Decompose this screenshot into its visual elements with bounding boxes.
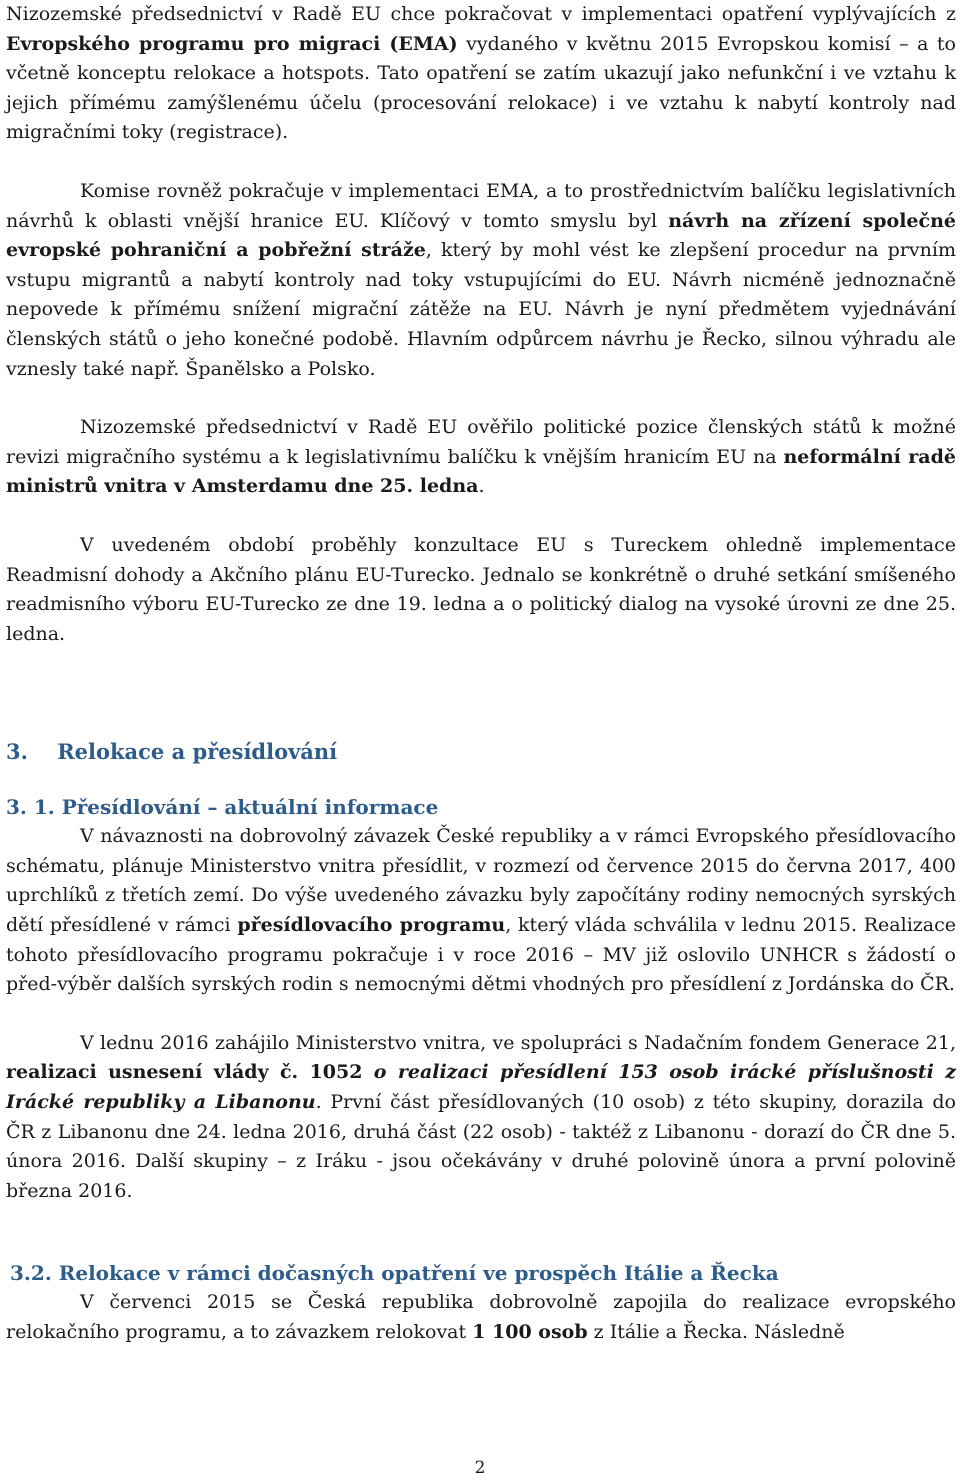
text: V lednu 2016 zahájilo Ministerstvo vnitra, ve spolupráci s Nadačním fondem Generace 21, — [80, 1031, 956, 1054]
text: . — [478, 475, 485, 498]
paragraph-ema — [6, 0, 956, 148]
section-heading-3-1 — [6, 792, 956, 822]
text: Nizozemské předsednictví v Radě EU chce pokračovat v implementaci opatření vyplývajících z — [6, 3, 956, 25]
heading-number: 3. — [6, 739, 28, 765]
heading-number: 3. 1. — [6, 795, 55, 820]
heading-title: Přesídlování – aktuální informace — [61, 795, 439, 820]
text: , který vláda schválila v lednu 2015. Realizace tohoto přesídlovacího programu pokračuje i v roce 2016 – MV již oslovilo UNHCR s žádostí o před-výběr dalších syrských rodin s nemocnými dětmi vhodných pro přesídlení z Jordánska do ČR. — [6, 914, 957, 996]
paragraph-leden-2016 — [6, 1029, 956, 1207]
text: V červenci 2015 se Česká republika dobrovolně zapojila do realizace evropského relokačního programu, a to závazkem relokovat — [6, 1291, 956, 1343]
paragraph-turecko — [6, 531, 956, 649]
page-number: 2 — [474, 1458, 486, 1478]
bold-text: přesídlovacího programu — [237, 914, 506, 937]
section-heading-3 — [6, 737, 956, 767]
heading-number: 3.2. — [10, 1261, 52, 1286]
bold-text: neformální radě ministrů vnitra v Amsterdamu dne 25. ledna — [6, 445, 956, 498]
text: Komise rovněž pokračuje v implementaci EMA, a to prostřednictvím balíčku legislativních návrhů k oblasti vnější hranice EU. Klíčový v tomto smyslu byl — [6, 179, 956, 232]
text: V uvedeném období proběhly konzultace EU s Tureckem ohledně implementace Readmisní dohody a Akčního plánu EU-Turecko. Jednalo se konkrétně o druhé setkání smíšeného readmisního výboru EU-Turecko ze dne 19. ledna a o politický dialog na vysoké úrovni ze dne 25. ledna. — [6, 533, 956, 645]
text: . První část přesídlovaných (10 osob) z této skupiny, dorazila do ČR z Libanonu dne 24. ledna 2016, druhá část (22 osob) - taktéž z Libanonu - dorazí do ČR dne 5. února 2016. Další skupiny – z Iráku - jsou očekávány v druhé polovině února a první polovině března 2016. — [6, 1091, 956, 1202]
text: Nizozemské předsednictví v Radě EU ověřilo politické pozice členských států k možné revizi migračního systému a k legislativnímu balíčku k vnějším hranicím EU na — [6, 416, 956, 468]
text: vydaného v květnu 2015 Evropskou komisí – a to včetně konceptu relokace a hotspots. Tato opatření se zatím ukazují jako nefunkční i ve vztahu k jejich přímému zamýšlenému účelu (procesování relokace) i ve vztahu k nabytí kontroly nad migračními toky (registrace). — [6, 32, 956, 144]
text: , který by mohl vést ke zlepšení procedur na prvním vstupu migrantů a nabytí kontroly nad toky vstupujícími do EU. Návrh nicméně jednoznačně nepovede k přímému snížení migrační zátěže na EU. Návrh je nyní předmětem vyjednávání členských států o jeho konečné podobě. Hlavním odpůrcem návrhu je Řecko, silnou výhradu ale vznesly také např. Španělsko a Polsko. — [6, 239, 956, 380]
bold-text: Evropského programu pro migraci (EMA) — [6, 32, 458, 55]
bold-text: realizaci usnesení vlády č. 1052 — [6, 1061, 374, 1084]
paragraph-relokace — [6, 1288, 956, 1347]
document-page — [6, 0, 956, 1348]
text: V návaznosti na dobrovolný závazek České republiky a v rámci Evropského přesídlovacího schématu, plánuje Ministerstvo vnitra přesídlit, v rozmezí od července 2015 do června 2017, 400 uprchlíků z třetích zemí. Do výše uvedeného závazku byly započítány rodiny nemocných syrských dětí přesídlené v rámci — [6, 825, 956, 937]
paragraph-predsednictvi — [6, 413, 956, 502]
heading-title: Relokace a přesídlování — [57, 739, 338, 765]
heading-title: Relokace v rámci dočasných opatření ve prospěch Itálie a Řecka — [58, 1261, 779, 1286]
paragraph-presidlovani — [6, 822, 956, 1000]
bold-text: návrh na zřízení společné evropské pohraniční a pobřežní stráže — [6, 209, 956, 262]
bold-italic-text: o realizaci přesídlení 153 osob irácké příslušnosti z Irácké republiky a Libanonu — [6, 1061, 956, 1114]
text: z Itálie a Řecka. Následně — [587, 1321, 845, 1343]
section-heading-3-2 — [6, 1258, 956, 1288]
bold-text: 1 100 osob — [472, 1321, 588, 1343]
paragraph-komise — [6, 177, 956, 384]
